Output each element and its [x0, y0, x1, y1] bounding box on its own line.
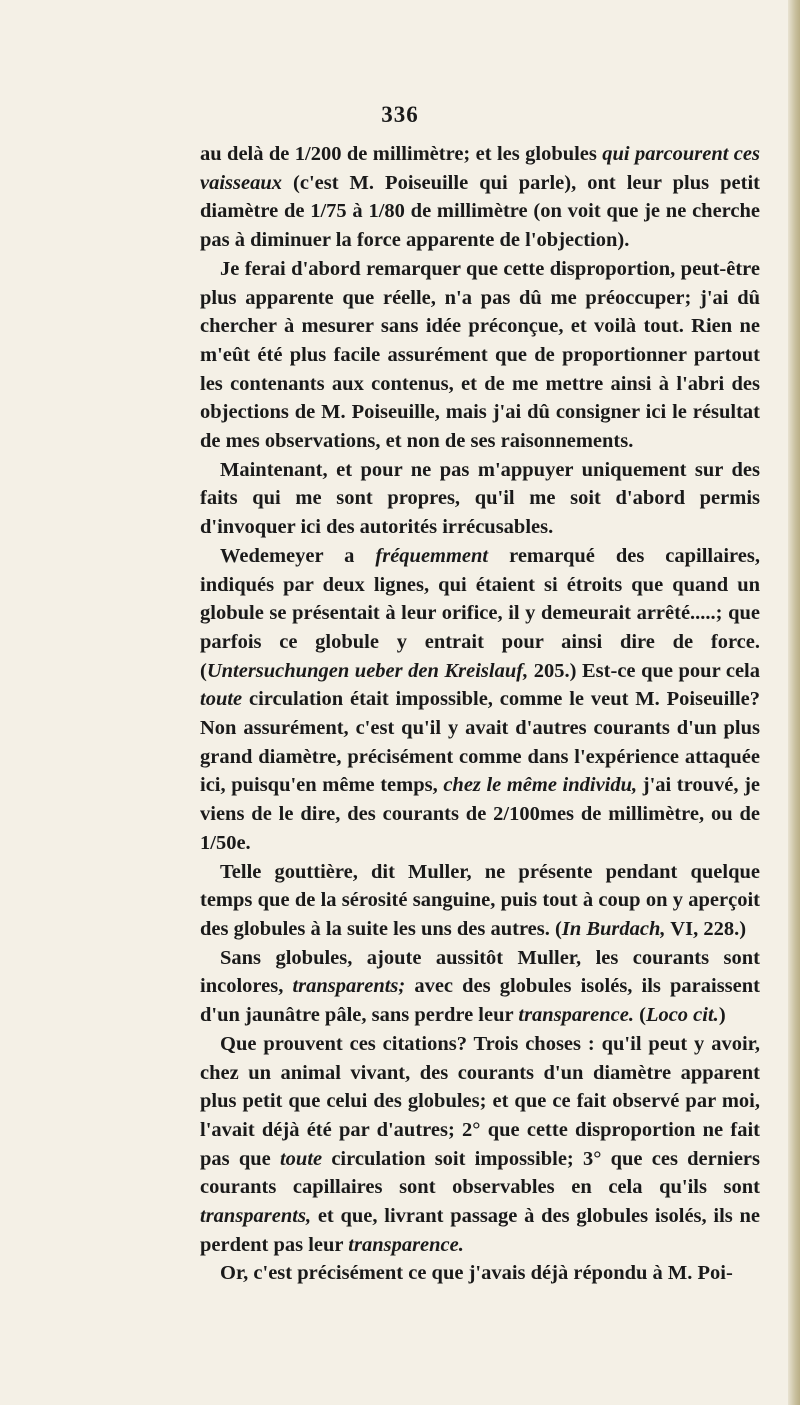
italic-text: fréquemment — [375, 544, 489, 567]
text-run: Que prouvent ces citations? Trois choses : qu'il peut y avoir, chez un animal vivant, des courants d'un diamètre apparent plus petit que celui des globules; et que ce fait observé par moi, l'avait déjà été par d'autres; 2° que cette disproportion ne fait pas que — [200, 1032, 760, 1170]
paragraph — [200, 1030, 760, 1260]
text-run: 205.) Est-ce que pour cela — [528, 659, 760, 682]
text-run: ) — [718, 1004, 726, 1027]
text-run: Je ferai d'abord remarquer que cette disproportion, peut-être plus apparente que réelle, n'a pas dû me préoccuper; j'ai dû chercher à mesurer sans idée préconçue, et voilà tout. Rien ne m'eût été plus facile assurément que de proportionner partout les contenants aux contenus, et de me mettre ainsi à l'abri des objections de M. Poiseuille, mais j'ai dû consigner ici le résultat de mes observations, et non de ses raisonnements. — [200, 257, 760, 453]
italic-text: In Burdach, — [561, 917, 666, 940]
paragraph — [200, 1259, 760, 1288]
italic-text: toute — [279, 1147, 323, 1170]
text-run: au delà de 1/200 de millimètre; et les globules — [200, 143, 603, 165]
italic-text: transparents, — [200, 1205, 312, 1228]
text-run: et que, livrant passage à des globules isolés, ils ne perdent pas leur — [200, 1205, 760, 1256]
text-run: avec des globules isolés, ils paraissent d'un jaunâtre pâle, sans perdre leur — [200, 975, 760, 1027]
text-run: remarqué des capillaires, indiqués par deux lignes, qui étaient si étroits que quand un globule se présentait à leur orifice, il y demeurait arrêté.....; que parfois ce globule y entrait pour ainsi dire de force. ( — [200, 544, 760, 682]
italic-text: Loco cit. — [645, 1004, 719, 1027]
italic-text: toute — [200, 688, 243, 711]
text-run: Maintenant, et pour ne pas m'appuyer uniquement sur des faits qui me sont propres, qu'il me soit d'abord permis d'invoquer ici des autorités irrécusables. — [200, 458, 760, 539]
text-run: (c'est M. Poiseuille qui parle), ont leur plus petit diamètre de 1/75 à 1/80 de millimètre (on voit que je ne cherche pas à diminuer la force apparente de l'objection). — [200, 171, 760, 252]
text-run: j'ai trouvé, je viens de le dire, des courants de 2/100mes de millimètre, ou de 1/50e. — [200, 774, 760, 854]
paragraph — [200, 542, 760, 858]
paragraph — [200, 944, 760, 1030]
text-run: Or, c'est précisément ce que j'avais déjà répondu à M. Poi- — [220, 1262, 733, 1285]
body-text — [200, 140, 760, 1288]
paragraph — [200, 255, 760, 456]
text-run: circulation soit impossible; 3° que ces derniers courants capillaires sont observables en cela qu'ils sont — [200, 1147, 761, 1199]
paragraph — [200, 858, 760, 944]
page-edge — [788, 0, 800, 1405]
italic-text: chez le même individu, — [443, 774, 638, 797]
text-run: Wedemeyer a — [220, 544, 376, 567]
italic-text: qui parcourent ces vaisseaux — [200, 143, 760, 194]
paragraph — [200, 140, 760, 255]
italic-text: transparence. — [348, 1233, 464, 1256]
text-run: circulation était impossible, comme le veut M. Poiseuille? Non assurément, c'est qu'il y avait d'autres courants d'un plus grand diamètre, précisément comme dans l'expérience attaquée ici, puisqu'en même temps, — [200, 688, 760, 797]
italic-text: transparents; — [292, 975, 406, 998]
italic-text: Untersuchungen ueber den Kreislauf, — [206, 659, 529, 682]
paragraph — [200, 456, 760, 542]
text-run: Sans globules, ajoute aussitôt Muller, les courants sont incolores, — [200, 946, 760, 998]
text-run: VI, 228.) — [665, 917, 747, 940]
text-run: Telle gouttière, dit Muller, ne présente pendant quelque temps que de la sérosité sanguine, puis tout à coup on y aperçoit des globules à la suite les uns des autres. ( — [200, 860, 760, 940]
page-number: 336 — [381, 102, 419, 127]
text-run: ( — [633, 1004, 646, 1027]
italic-text: transparence. — [518, 1004, 634, 1027]
